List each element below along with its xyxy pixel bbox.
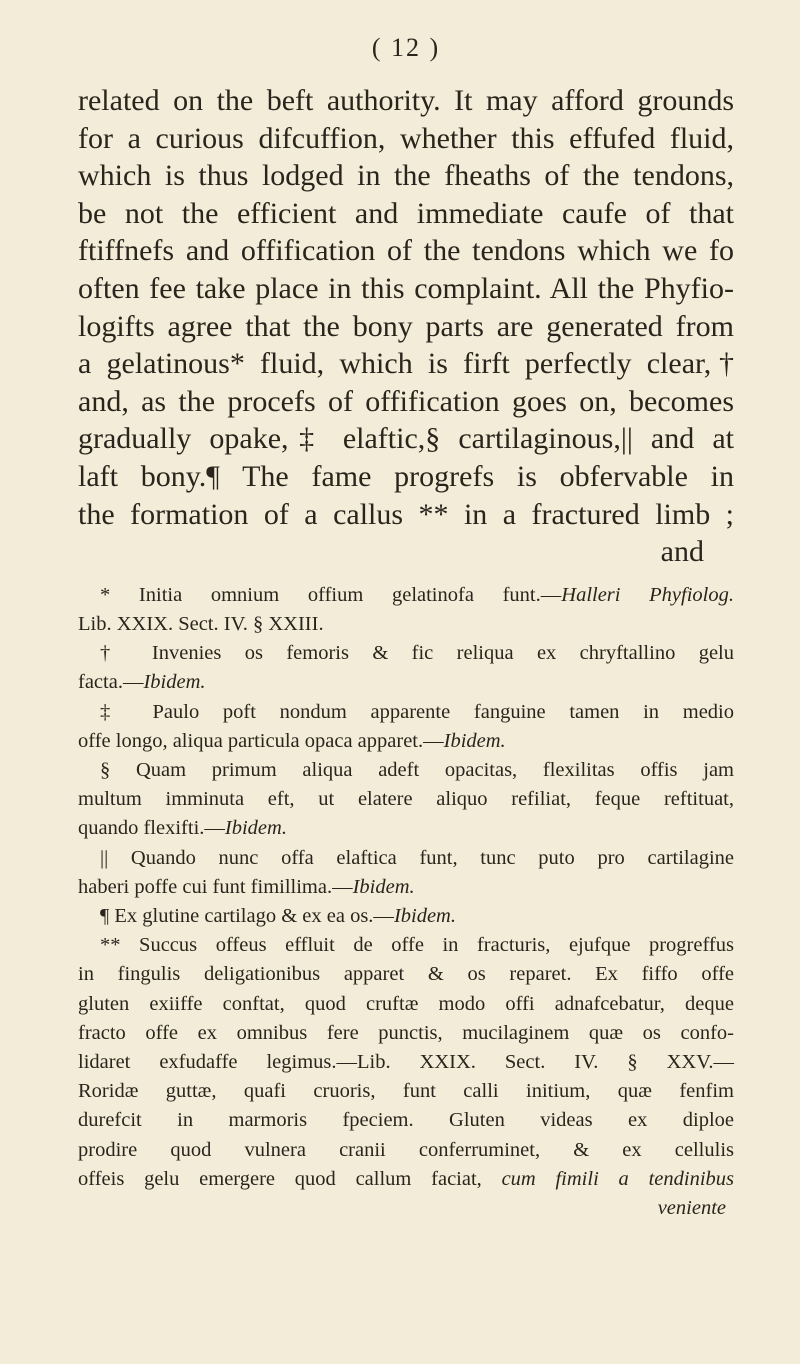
footnote-citation: cum fimili a tendinibus — [501, 1167, 734, 1190]
footnote-line — [78, 1165, 734, 1194]
footnote-citation: Ibidem. — [143, 671, 206, 694]
footnote — [78, 639, 734, 697]
footnote-line — [78, 844, 734, 873]
footnote-text: offe longo, aliqua particula opaca apparet.— — [78, 729, 444, 752]
body-line: be not the efficient and immediate caufe of that — [78, 196, 734, 230]
footnote-text: facta.— — [78, 671, 144, 694]
body-text — [78, 82, 734, 571]
footnote-text: haberi poffe cui funt fimillima.— — [78, 875, 353, 898]
footnote-line — [78, 610, 734, 639]
footnote-line — [78, 1077, 734, 1106]
body-line: gradually opake,‡ elaftic,§ cartilaginous,|| and at — [78, 422, 734, 456]
footnote — [78, 931, 734, 1194]
footnote — [78, 581, 734, 639]
footnote — [78, 698, 734, 756]
footnote-citation: Ibidem. — [224, 817, 287, 840]
catchword: veniente — [657, 1196, 726, 1219]
body-line: the formation of a callus ** in a fractured limb ; — [78, 497, 734, 531]
footnote-line — [78, 727, 734, 756]
body-line: logifts agree that the bony parts are generated from — [78, 309, 734, 343]
footnote-text: offeis gelu emergere quod callum faciat, — [78, 1167, 502, 1190]
footnote-citation: Ibidem. — [443, 729, 506, 752]
footnote-text: quando flexifti.— — [78, 817, 225, 840]
body-line: and, as the procefs of offification goes on, becomes — [78, 384, 734, 418]
footnotes — [78, 581, 734, 1223]
body-line: ftiffnefs and offification of the tendons which we fo — [78, 234, 734, 268]
footnote-text: ** Succus offeus effluit de offe in fracturis, ejufque progreffus — [100, 934, 734, 957]
footnote-citation: Ibidem. — [352, 875, 415, 898]
footnote-line — [78, 668, 734, 697]
page-number: ( 12 ) — [371, 33, 441, 62]
footnote-text: § Quam primum aliqua adeft opacitas, flexilitas offis jam — [100, 758, 734, 781]
body-line: a gelatinous* fluid, which is firft perfectly clear,† — [78, 347, 734, 381]
footnote-text: prodire quod vulnera cranii conferruminet, & ex cellulis — [78, 1138, 734, 1161]
footnote — [78, 756, 734, 844]
footnote-text: Roridæ guttæ, quafi cruoris, funt calli initium, quæ fenfim — [78, 1080, 734, 1103]
footnote-text: lidaret exfudaffe legimus.—Lib. XXIX. Sect. IV. § XXV.— — [78, 1050, 734, 1073]
footnote-line — [78, 639, 734, 668]
body-line: often fee take place in this complaint. All the Phyfio- — [78, 271, 734, 305]
footnote-text: in fingulis deligationibus apparet & os reparet. Ex fiffo offe — [78, 963, 734, 986]
footnote — [78, 844, 734, 902]
footnote — [78, 902, 734, 931]
footnote-line — [78, 931, 734, 960]
footnote-citation: Ibidem. — [393, 904, 456, 927]
footnote-text: ¶ Ex glutine cartilago & ex ea os.— — [100, 904, 394, 927]
footnote-line — [78, 1106, 734, 1135]
footnote-text: durefcit in marmoris fpeciem. Gluten videas ex diploe — [78, 1109, 734, 1132]
footnote-text: ‡ Paulo poft nondum apparente fanguine tamen in medio — [100, 700, 734, 723]
footnote-line — [78, 990, 734, 1019]
footnote-text: multum imminuta eft, ut elatere aliquo refiliat, feque reftituat, — [78, 788, 734, 811]
body-line: for a curious difcuffion, whether this effufed fluid, — [78, 121, 734, 155]
footnote-text: fracto offe ex omnibus fere punctis, mucilaginem quæ os confo- — [78, 1021, 734, 1044]
footnote-line — [78, 698, 734, 727]
footnote-text: * Initia omnium offium gelatinofa funt.— — [100, 583, 562, 606]
footnote-line — [78, 902, 734, 931]
footnote-text: gluten exiiffe conftat, quod cruftæ modo offi adnafcebatur, deque — [78, 992, 734, 1015]
footnote-line — [78, 814, 734, 843]
body-line: laft bony.¶ The fame progrefs is obfervable in — [78, 459, 734, 493]
footnote-line — [78, 1136, 734, 1165]
footnote-line — [78, 1019, 734, 1048]
footnote-text: † Invenies os femoris & fic reliqua ex chryftallino gelu — [100, 642, 734, 665]
footnote-line — [78, 1048, 734, 1077]
footnote-line — [78, 785, 734, 814]
body-line: related on the beft authority. It may afford grounds — [78, 84, 734, 117]
body-line: and — [660, 535, 704, 569]
body-line: which is thus lodged in the fheaths of the tendons, — [78, 159, 734, 193]
footnote-line — [78, 581, 734, 610]
footnote-text: Lib. XXIX. Sect. IV. § XXIII. — [78, 612, 324, 635]
footnote-citation: Halleri Phyfiolog. — [561, 583, 734, 606]
footnote-text: || Quando nunc offa elaftica funt, tunc puto pro cartilagine — [100, 846, 734, 869]
footnote-line — [78, 960, 734, 989]
footnote-line — [78, 873, 734, 902]
footnote-line — [78, 756, 734, 785]
